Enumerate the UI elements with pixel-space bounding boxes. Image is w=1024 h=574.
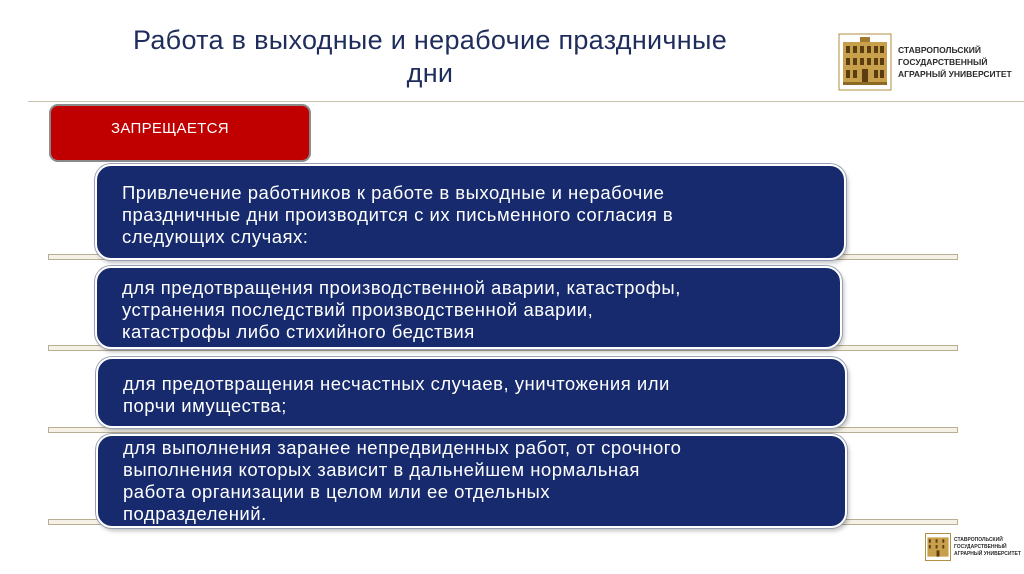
logo-caption-small: СТАВРОПОЛЬСКИЙ ГОСУДАРСТВЕННЫЙ АГРАРНЫЙ УНИВЕРСИТЕТ	[954, 536, 1021, 557]
title-divider	[28, 101, 1024, 102]
case-box-unforeseen: для выполнения заранее непредвиденных работ, от срочного выполнения которых зависит в дальнейшем нормальная работа организации в целом или ее отдельных подразделений.	[96, 434, 847, 528]
forbidden-label: ЗАПРЕЩАЕТСЯ	[49, 104, 311, 162]
logo-caption: СТАВРОПОЛЬСКИЙ ГОСУДАРСТВЕННЫЙ АГРАРНЫЙ УНИВЕРСИТЕТ	[898, 45, 1012, 79]
case-box-property: для предотвращения несчастных случаев, уничтожения или порчи имущества;	[96, 357, 847, 428]
case-box-intro: Привлечение работников к работе в выходные и нерабочие праздничные дни производится с их письменного согласия в следующих случаях:	[95, 164, 846, 260]
university-building-icon	[925, 533, 951, 561]
university-logo	[838, 33, 1012, 91]
university-logo-small	[925, 533, 1021, 561]
slide-title: Работа в выходные и нерабочие праздничные дни	[132, 25, 728, 88]
university-building-icon	[838, 33, 892, 91]
case-box-accident: для предотвращения производственной аварии, катастрофы, устранения последствий производственной аварии, катастрофы либо стихийного бедствия	[95, 266, 842, 349]
